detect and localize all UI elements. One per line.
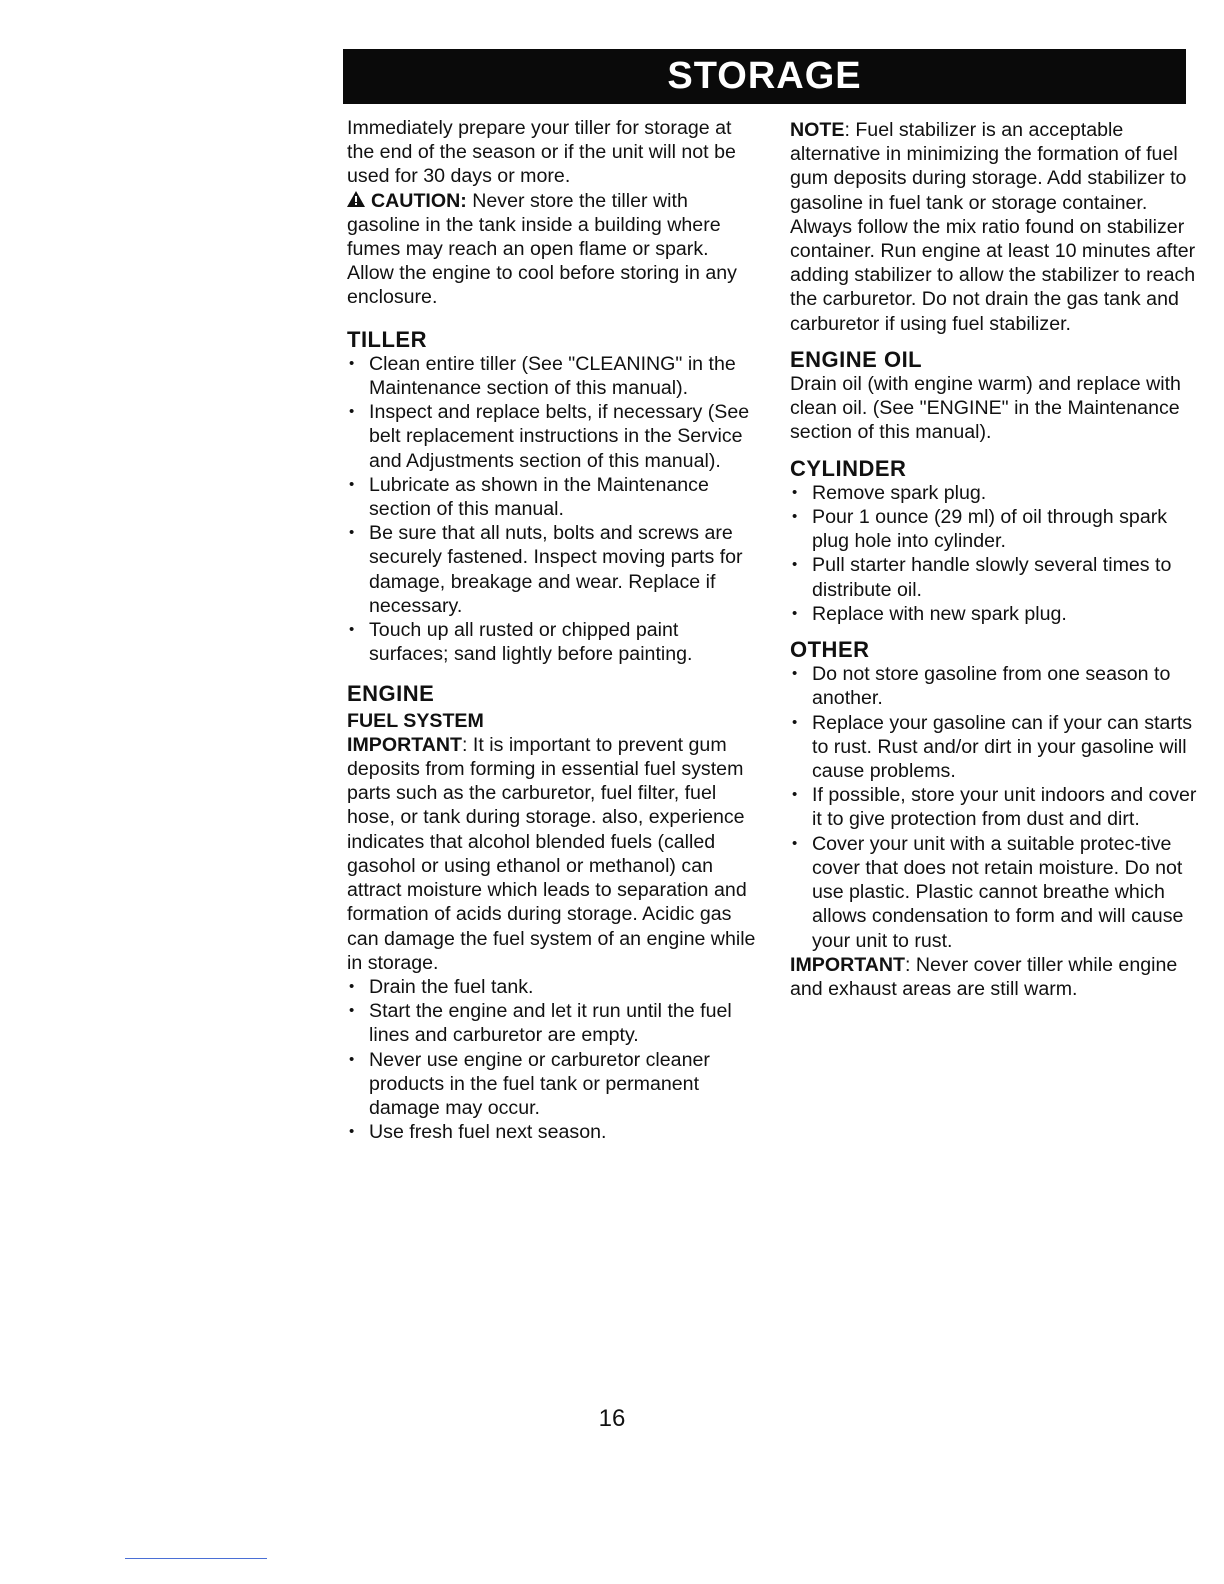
warning-triangle-icon	[347, 189, 365, 213]
tiller-heading: TILLER	[347, 326, 427, 352]
intro-paragraph: Immediately prepare your tiller for storage at the end of the season or if the unit will not be used for 30 days or more.	[347, 117, 736, 188]
divider	[125, 1558, 267, 1559]
engine-oil-text: Drain oil (with engine warm) and replace with clean oil. (See "ENGINE" in the Maintenance section of this manual).	[790, 373, 1181, 444]
list-item: • Inspect and replace belts, if necessary (See belt replacement instructions in the Service and Adjustments section of this manual).	[347, 400, 757, 473]
title-banner	[343, 49, 1186, 104]
note-paragraph	[790, 118, 1200, 336]
list-item: • Replace your gasoline can if your can starts to rust. Rust and/or dirt in your gasoline will cause problems.	[790, 711, 1200, 784]
cylinder-heading: CYLINDER	[790, 455, 907, 481]
list-item: • Start the engine and let it run until the fuel lines and carburetor are empty.	[347, 999, 757, 1047]
fuel-system-heading: FUEL SYSTEM	[347, 709, 484, 732]
list-item: • Remove spark plug.	[790, 481, 1200, 505]
list-item: • Never use engine or carburetor cleaner products in the fuel tank or permanent damage may occur.	[347, 1048, 757, 1121]
important-paragraph	[347, 733, 757, 975]
right-column	[790, 118, 1200, 1001]
tiller-list	[347, 352, 757, 667]
other-heading: OTHER	[790, 637, 870, 663]
page-number: 16	[598, 1405, 626, 1432]
list-item: • Replace with new spark plug.	[790, 602, 1200, 626]
list-item: • Touch up all rusted or chipped paint surfaces; sand lightly before painting.	[347, 618, 757, 666]
list-item: • Drain the fuel tank.	[347, 975, 757, 999]
list-item: • Cover your unit with a suitable protec-tive cover that does not retain moisture. Do not use plastic. Plastic cannot breathe which allows condensation to form and will cause your unit to rust.	[790, 832, 1200, 953]
important-paragraph	[790, 953, 1200, 1001]
list-item: • Pour 1 ounce (29 ml) of oil through spark plug hole into cylinder.	[790, 505, 1200, 553]
cylinder-list	[790, 481, 1200, 626]
list-item: • Be sure that all nuts, bolts and screws are securely fastened. Inspect moving parts for damage, breakage and wear. Replace if necessary.	[347, 521, 757, 618]
list-item: • Clean entire tiller (See "CLEANING" in the Maintenance section of this manual).	[347, 352, 757, 400]
list-item: • Pull starter handle slowly several times to distribute oil.	[790, 553, 1200, 601]
caution-text: Never store the tiller with gasoline in the tank inside a building where fumes may reach an open flame or spark. Allow the engine to cool before storing in any enclosure.	[347, 189, 737, 309]
important-text: : It is important to prevent gum deposits from forming in essential fuel system parts such as the carburetor, fuel filter, fuel hose, or tank during storage. also, experience indicates that alcohol blended fuels (called gasohol or using ethanol or methanol) can attract moisture which leads to separation and formation of acids during storage. Acidic gas can damage the fuel system of an engine while in storage.	[347, 733, 756, 974]
caution-label: CAUTION:	[371, 189, 467, 212]
note-label: NOTE	[790, 119, 845, 141]
engine-oil-heading: ENGINE OIL	[790, 346, 923, 372]
note-text: : Fuel stabilizer is an acceptable alternative in minimizing the formation of fuel gum deposits during storage. Add stabilizer to gasoline in fuel tank or storage container. Always follow the mix ratio found on stabilizer container. Run engine at least 10 minutes after adding stabilizer to allow the stabilizer to reach the carburetor. Do not drain the gas tank and carburetor if using fuel stabilizer.	[790, 119, 1196, 335]
engine-heading: ENGINE	[347, 681, 435, 707]
caution-paragraph	[347, 189, 757, 310]
list-item: • Lubricate as shown in the Maintenance section of this manual.	[347, 473, 757, 521]
left-column	[347, 116, 757, 1144]
important-label: IMPORTANT	[790, 953, 906, 976]
other-list	[790, 662, 1200, 952]
fuel-list	[347, 975, 757, 1144]
important-text: : Never cover tiller while engine and exhaust areas are still warm.	[790, 953, 1178, 1000]
important-label: IMPORTANT	[347, 733, 463, 756]
list-item: • Do not store gasoline from one season to another.	[790, 662, 1200, 710]
list-item: • Use fresh fuel next season.	[347, 1120, 757, 1144]
page-title: STORAGE	[667, 55, 862, 97]
list-item: • If possible, store your unit indoors and cover it to give protection from dust and dirt.	[790, 783, 1200, 831]
